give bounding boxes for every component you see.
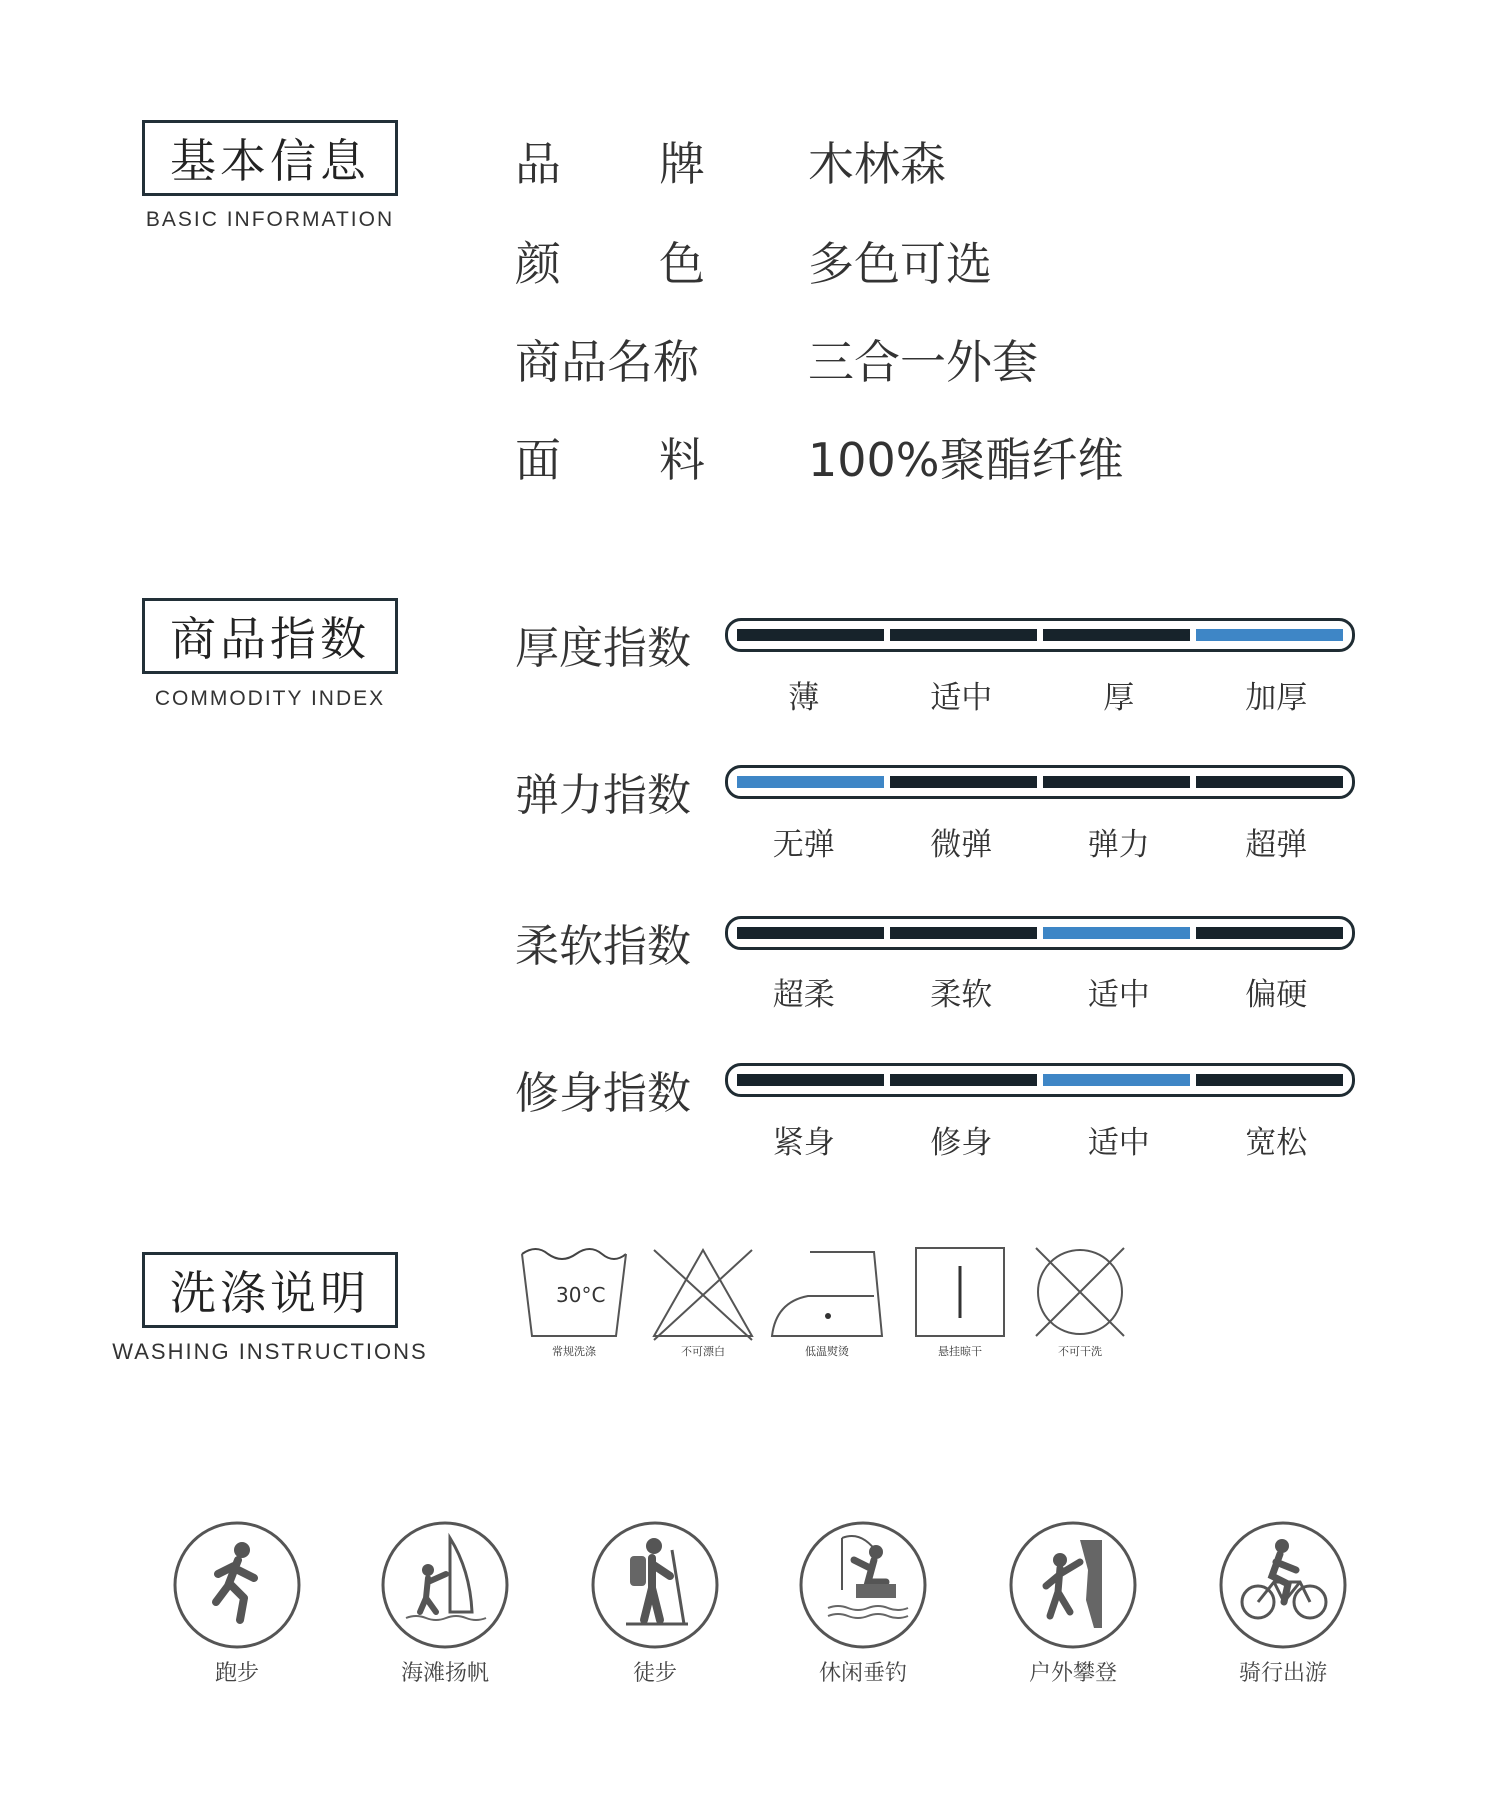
fit-segment (1196, 1074, 1343, 1086)
brand-value: 木林森 (808, 137, 946, 191)
softness-levels (725, 969, 1355, 1014)
basic-info-subtitle: BASIC INFORMATION (145, 208, 395, 231)
iron-low-icon (768, 1244, 892, 1344)
thickness-segment (890, 629, 1037, 641)
commodity-index-subtitle: COMMODITY INDEX (154, 687, 386, 710)
level-label: 微弹 (930, 827, 993, 863)
level-label: 加厚 (1245, 680, 1308, 716)
fabric-label: 面 料 (515, 433, 705, 487)
thickness-index-label: 厚度指数 (515, 623, 691, 674)
level-label: 厚 (1103, 680, 1135, 716)
fit-levels (725, 1117, 1355, 1162)
fabric-value: 100%聚酯纤维 (808, 433, 1124, 487)
elasticity-levels (725, 819, 1355, 864)
fit-index-bar (725, 1063, 1355, 1097)
no-bleach-icon (648, 1244, 758, 1344)
wash-caption: 常规洗涤 (552, 1345, 596, 1358)
elasticity-segment (1043, 776, 1190, 788)
brand-label: 品 牌 (515, 137, 705, 191)
no-bleach-caption: 不可漂白 (681, 1345, 725, 1358)
level-label: 超柔 (772, 977, 835, 1013)
level-label: 柔软 (930, 977, 993, 1013)
washing-subtitle: WASHING INSTRUCTIONS (112, 1339, 428, 1364)
level-label: 宽松 (1245, 1125, 1308, 1161)
no-dry-clean-icon (1032, 1244, 1128, 1344)
product-name-value: 三合一外套 (808, 335, 1038, 389)
elasticity-segment (1196, 776, 1343, 788)
thickness-segment (1043, 629, 1190, 641)
softness-segment (1196, 927, 1343, 939)
thickness-levels (725, 672, 1355, 717)
softness-index-label: 柔软指数 (515, 921, 691, 972)
softness-segment (890, 927, 1037, 939)
product-name-label: 商品名称 (515, 335, 699, 389)
fit-segment (1043, 1074, 1190, 1086)
hiking-caption: 徒步 (632, 1661, 677, 1686)
color-label: 颜 色 (515, 237, 705, 291)
fit-index-label: 修身指数 (515, 1068, 691, 1119)
softness-index-bar (725, 916, 1355, 950)
wash-temp-text: 30°C (556, 1283, 606, 1307)
wash-tub-icon (518, 1244, 630, 1344)
thickness-segment (1196, 629, 1343, 641)
hang-dry-caption: 悬挂晾干 (938, 1345, 982, 1358)
commodity-index-title: 商品指数 (142, 598, 398, 674)
no-dry-clean-caption: 不可干洗 (1058, 1345, 1102, 1358)
sailing-caption: 海滩扬帆 (400, 1661, 489, 1686)
level-label: 紧身 (772, 1125, 835, 1161)
hiking-icon (590, 1520, 720, 1650)
level-label: 薄 (788, 680, 820, 716)
fit-segment (890, 1074, 1037, 1086)
cycling-icon (1218, 1520, 1348, 1650)
elasticity-segment (890, 776, 1037, 788)
washing-title: 洗涤说明 (142, 1252, 398, 1328)
level-label: 修身 (930, 1125, 993, 1161)
hang-dry-icon (912, 1244, 1008, 1344)
sailing-icon (380, 1520, 510, 1650)
level-label: 偏硬 (1245, 977, 1308, 1013)
iron-caption: 低温熨烫 (805, 1345, 849, 1358)
elasticity-index-label: 弹力指数 (515, 770, 691, 821)
elasticity-segment (737, 776, 884, 788)
level-label: 适中 (1087, 977, 1150, 1013)
thickness-index-bar (725, 618, 1355, 652)
elasticity-index-bar (725, 765, 1355, 799)
fishing-icon (798, 1520, 928, 1650)
climbing-icon (1008, 1520, 1138, 1650)
running-icon (172, 1520, 302, 1650)
softness-segment (1043, 927, 1190, 939)
fit-segment (737, 1074, 884, 1086)
level-label: 弹力 (1087, 827, 1150, 863)
basic-info-title: 基本信息 (142, 120, 398, 196)
running-caption: 跑步 (214, 1661, 259, 1686)
softness-segment (737, 927, 884, 939)
thickness-segment (737, 629, 884, 641)
level-label: 适中 (1087, 1125, 1150, 1161)
level-label: 适中 (930, 680, 993, 716)
cycling-caption: 骑行出游 (1238, 1661, 1327, 1686)
level-label: 超弹 (1245, 827, 1308, 863)
climbing-caption: 户外攀登 (1028, 1661, 1117, 1686)
color-value: 多色可选 (808, 237, 992, 291)
level-label: 无弹 (772, 827, 835, 863)
fishing-caption: 休闲垂钓 (818, 1661, 907, 1686)
